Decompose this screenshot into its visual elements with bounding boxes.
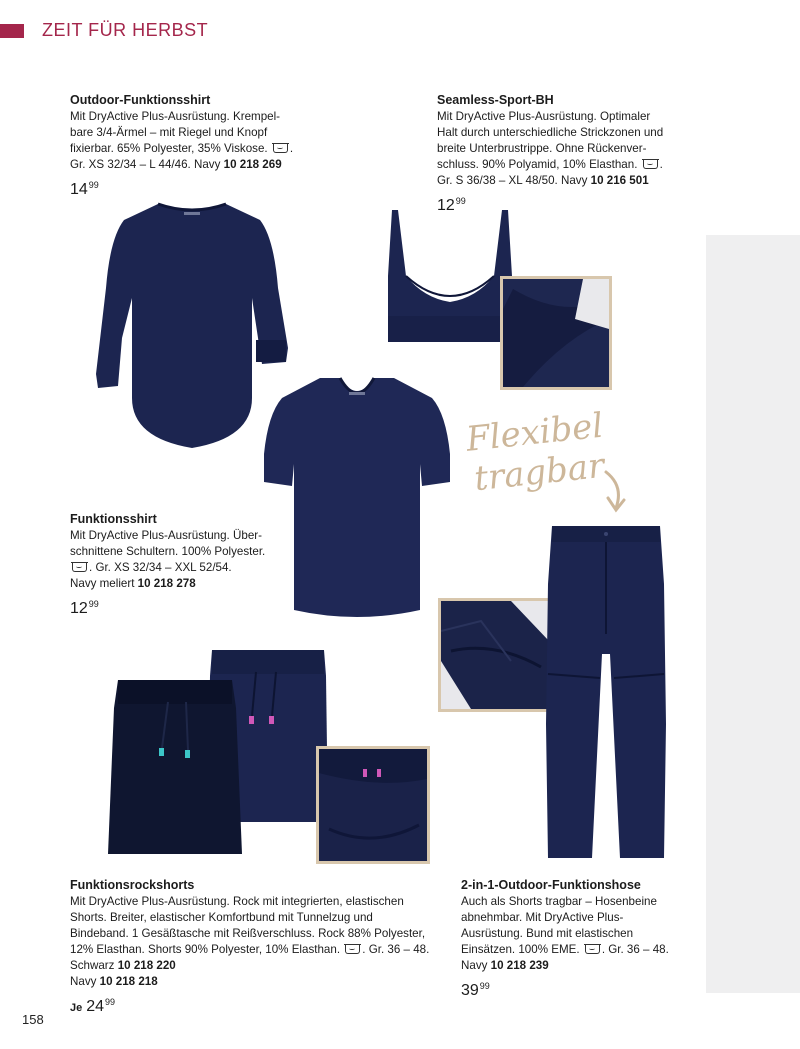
product-rockshorts [70, 877, 429, 1016]
product-funktionsshirt [70, 511, 265, 618]
article-number: 10 218 269 [223, 158, 282, 171]
price-main: 14 [70, 181, 88, 198]
desc-text: Einsätzen. 100% EME. [461, 943, 580, 956]
price [70, 596, 99, 617]
product-size-article [70, 576, 265, 592]
product-name: Outdoor-Funktionsshirt [70, 93, 211, 107]
product-desc [70, 560, 265, 576]
wash-icon [273, 143, 288, 153]
page-number: 158 [22, 1012, 44, 1027]
desc-text: Gr. XS 32/34 – L 44/46. Navy [70, 158, 221, 171]
desc-text: schluss. 90% Polyamid, 10% Elasthan. [437, 158, 638, 171]
product-desc: Halt durch unterschiedliche Strickzonen und [437, 126, 664, 139]
product-size-article [461, 958, 669, 974]
script-line-1: Flexibel [464, 405, 606, 460]
fabric-detail-icon [319, 749, 427, 861]
script-line-2: tragbar [472, 445, 607, 500]
product-name: Seamless-Sport-BH [437, 93, 554, 107]
product-desc: bare 3/4-Ärmel – mit Riegel und Knopf [70, 126, 268, 139]
skirt-detail-image [316, 746, 430, 864]
desc-text: Navy meliert [70, 577, 135, 590]
wash-icon [72, 562, 87, 572]
fabric-detail-icon [503, 279, 609, 387]
price-cents: 99 [455, 196, 466, 206]
vneck-shirt-image [262, 374, 452, 622]
product-desc: Auch als Shorts tragbar – Hosenbeine [461, 895, 657, 908]
desc-text: 12% Elasthan. Shorts 90% Polyester, 10% Elasthan. [70, 943, 341, 956]
desc-text: . Gr. XS 32/34 – XXL 52/54. [89, 561, 232, 574]
product-sport-bh [437, 92, 663, 215]
product-desc [70, 942, 429, 958]
article-number: 10 218 220 [117, 959, 176, 972]
price-cents: 99 [88, 599, 99, 609]
pants-detail-image [438, 598, 552, 712]
sport-bra-image [384, 206, 516, 346]
product-desc: Mit DryActive Plus-Ausrüstung. Krempel- [70, 110, 281, 123]
product-desc: Ausrüstung. Bund mit elastischen [461, 927, 634, 940]
side-panel [706, 235, 800, 993]
black-skirt-image [106, 678, 244, 858]
product-desc: Shorts. Breiter, elastischer Komfortbund mit Tunnelzug und [70, 911, 373, 924]
variant-color: Navy [70, 975, 97, 988]
product-desc: fixierbar. 65% Polyester, 35% Viskose. . [70, 142, 294, 155]
curved-arrow-icon [598, 470, 634, 514]
desc-text: Navy [461, 959, 488, 972]
product-desc: Mit DryActive Plus-Ausrüstung. Rock mit integrierten, elastischen [70, 895, 404, 908]
product-desc: Mit DryActive Plus-Ausrüstung. Über- [70, 529, 262, 542]
product-desc: Bindeband. 1 Gesäßtasche mit Reißverschluss. Rock 88% Polyester, [70, 927, 426, 940]
price-main: 24 [86, 998, 105, 1015]
desc-text: Gr. S 36/38 – XL 48/50. Navy [437, 174, 588, 187]
product-desc: abnehmbar. Mit DryActive Plus- [461, 911, 624, 924]
wash-icon [643, 159, 658, 169]
product-name: 2-in-1-Outdoor-Funktionshose [461, 878, 641, 892]
price-cents: 99 [88, 180, 99, 190]
product-desc: schluss. 90% Polyamid, 10% Elasthan. . [437, 158, 663, 171]
product-outdoor-hose [461, 877, 669, 1000]
variant-color: Schwarz [70, 959, 115, 972]
price-cents: 99 [479, 981, 490, 991]
desc-text: . Gr. 36 – 48. [601, 943, 669, 956]
variant-black [70, 958, 429, 974]
price-main: 39 [461, 982, 479, 999]
product-size-article [437, 173, 663, 189]
product-name: Funktionsrockshorts [70, 878, 195, 892]
product-name: Funktionsshirt [70, 512, 157, 526]
price [461, 978, 490, 999]
product-desc [461, 942, 669, 958]
desc-text: fixierbar. 65% Polyester, 35% Viskose. [70, 142, 268, 155]
variant-navy [70, 974, 429, 990]
wash-icon [345, 944, 360, 954]
price-prefix: Je [70, 1002, 83, 1014]
article-number: 10 216 501 [590, 174, 649, 187]
zip-detail-icon [441, 601, 549, 709]
product-desc: breite Unterbrustrippe. Ohne Rückenver- [437, 142, 647, 155]
page-title: ZEIT FÜR HERBST [42, 20, 209, 40]
article-number: 10 218 239 [490, 959, 549, 972]
product-desc: Mit DryActive Plus-Ausrüstung. Optimaler [437, 110, 651, 123]
price-main: 12 [70, 600, 88, 617]
article-number: 10 218 218 [99, 975, 158, 988]
price-cents: 99 [105, 997, 116, 1007]
product-size-article [70, 157, 293, 173]
desc-text: . Gr. 36 – 48. [362, 943, 430, 956]
price [70, 177, 99, 198]
price [70, 994, 115, 1016]
wash-icon [585, 944, 600, 954]
price-main: 12 [437, 197, 455, 214]
product-desc: schnittene Schultern. 100% Polyester. [70, 545, 266, 558]
header-accent-bar [0, 24, 24, 38]
article-number: 10 218 278 [137, 577, 196, 590]
product-outdoor-shirt [70, 92, 293, 199]
bra-detail-image [500, 276, 612, 390]
convertible-pants-image [544, 524, 668, 862]
